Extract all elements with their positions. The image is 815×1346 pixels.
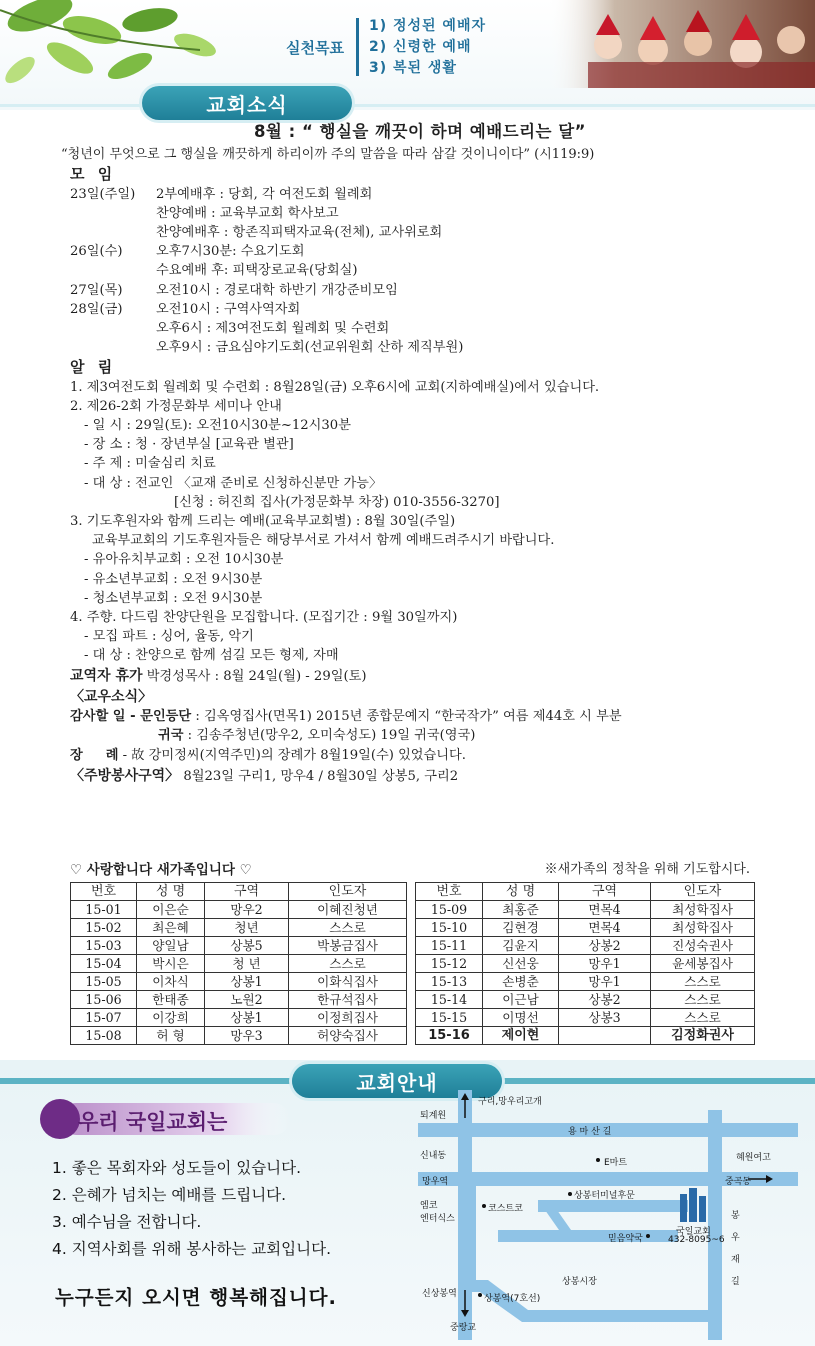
table-row [71, 973, 407, 991]
member-number: 15-01 [71, 901, 137, 919]
goal-title: 실천목표 [286, 38, 344, 57]
meeting-row: 27일(목) 오전10시 : 경로대학 하반기 개강준비모임 [70, 282, 398, 298]
member-guide: 스스로 [289, 955, 407, 973]
member-number: 15-06 [71, 991, 137, 1009]
member-number: 15-12 [416, 955, 483, 973]
map-label: 퇴계원 [420, 1111, 447, 1121]
table-row [416, 973, 755, 991]
member-district [559, 1027, 651, 1045]
meeting-row: 찬양예배후 : 항존직피택자교육(전체), 교사위로회 [156, 225, 443, 241]
table-row [71, 1027, 407, 1045]
map-label: 봉 [731, 1211, 740, 1221]
notices-heading: 알 림 [70, 358, 117, 377]
about-item: 2. 은혜가 넘치는 예배를 드립니다. [52, 1186, 287, 1204]
notice-item: 1. 제3여전도회 월례회 및 수련회 : 8월28일(금) 오후6시에 교회(지하예배실)에서 있습니다. [70, 379, 600, 395]
member-district: 상봉5 [205, 937, 289, 955]
notice-subitem: - 청소년부교회 : 오전 9시30분 [84, 590, 263, 606]
map-label: E마트 [604, 1158, 628, 1168]
member-guide: 진성숙권사 [651, 937, 755, 955]
member-name: 이강희 [137, 1009, 205, 1027]
month-theme-title: 8월 : “ 행실을 깨끗이 하며 예배드리는 달” [253, 122, 587, 141]
goal-item: 2) 신령한 예배 [368, 38, 472, 55]
thanks-label: 감사할 일 - 문인등단 [70, 709, 192, 725]
map-label: 코스트코 [488, 1204, 523, 1214]
notice-item: 2. 제26-2회 가정문화부 세미나 안내 [70, 398, 282, 414]
meeting-row: 26일(수) 오후7시30분: 수요기도회 [70, 244, 305, 260]
new-family-table-left [70, 882, 407, 1045]
map-label: 신상봉역 [422, 1289, 457, 1299]
map-label: 엔터식스 [420, 1214, 455, 1224]
map-label: 신내동 [420, 1151, 447, 1161]
map-label: 중랑교 [450, 1323, 477, 1333]
thanks-text: : 김옥영집사(면목1) 2015년 종합문예지 “한국작가” 여름 제44호 시 부분 [191, 709, 622, 725]
vacation-text: 박경성목사 : 8월 24일(월) - 29일(토) [142, 668, 367, 684]
member-guide: 한규석집사 [289, 991, 407, 1009]
return-label: 귀국 [158, 728, 184, 744]
column-header: 성 명 [483, 883, 559, 901]
meeting-row: 찬양예배 : 교육부교회 학사보고 [156, 205, 339, 221]
member-name: 이은순 [137, 901, 205, 919]
about-item: 4. 지역사회를 위해 봉사하는 교회입니다. [52, 1240, 331, 1258]
meetings-list [70, 185, 760, 358]
meeting-row: 28일(금) 오전10시 : 구역사역자회 [70, 301, 301, 317]
member-name: 신선웅 [483, 955, 559, 973]
return-line [70, 726, 760, 745]
member-district: 상봉3 [559, 1009, 651, 1027]
member-number: 15-11 [416, 937, 483, 955]
notice-subitem: - 대 상 : 찬양으로 함께 섬길 모든 형제, 자매 [84, 648, 339, 664]
goal-list [369, 16, 486, 79]
member-district: 면목4 [559, 919, 651, 937]
service-area-text: 8월23일 구리1, 망우4 / 8월30일 상봉5, 구리2 [179, 768, 459, 784]
table-row [71, 1009, 407, 1027]
table-header-row [71, 883, 407, 901]
member-guide: 최성학집사 [651, 901, 755, 919]
map-label: 국일교회 [676, 1227, 711, 1237]
member-name: 이명선 [483, 1009, 559, 1027]
member-number: 15-13 [416, 973, 483, 991]
about-list [52, 1155, 331, 1263]
goal-item: 3) 복된 생활 [368, 59, 457, 76]
table-row [416, 919, 755, 937]
member-district: 면목4 [559, 901, 651, 919]
map-label: 길 [731, 1277, 740, 1287]
column-header: 번호 [71, 883, 137, 901]
member-number: 15-09 [416, 901, 483, 919]
member-name: 이차식 [137, 973, 205, 991]
map-label: 구리,망우리고개 [478, 1097, 542, 1107]
funeral-label: 장 례 [70, 747, 119, 763]
vacation-label: 교역자 휴가 [70, 667, 143, 684]
goal-divider [356, 18, 359, 76]
member-number: 15-14 [416, 991, 483, 1009]
map-label: 432-8095~6 [668, 1235, 725, 1245]
notice-subitem: - 대 상 : 전교인 〈교재 준비로 신청하신분만 가능〉 [84, 475, 383, 491]
member-district: 노원2 [205, 991, 289, 1009]
column-header: 번호 [416, 883, 483, 901]
member-news-heading: 〈교우소식〉 [70, 688, 153, 705]
column-header: 구역 [205, 883, 289, 901]
member-number: 15-02 [71, 919, 137, 937]
member-number: 15-16 [416, 1027, 483, 1045]
column-header: 구역 [559, 883, 651, 901]
member-name: 손병춘 [483, 973, 559, 991]
guide-band-label: 교회안내 [292, 1064, 502, 1098]
member-guide: 박봉금집사 [289, 937, 407, 955]
member-guide: 최성학집사 [651, 919, 755, 937]
month-verse: “청년이 무엇으로 그 행실을 깨끗하게 하리이까 주의 말씀을 따라 삼갈 것이니이다” (시119:9) [61, 147, 595, 163]
member-guide: 스스로 [651, 1009, 755, 1027]
member-district: 망우1 [559, 973, 651, 991]
table-row [71, 901, 407, 919]
church-guide [0, 1060, 815, 1346]
table-row [416, 955, 755, 973]
map-label: 상봉시장 [562, 1277, 597, 1287]
meeting-row: 23일(주일) 2부예배후 : 당회, 각 여전도회 월례회 [70, 186, 373, 202]
notice-item: 3. 기도후원자와 함께 드리는 예배(교육부교회별) : 8월 30일(주일) [70, 514, 456, 530]
member-number: 15-15 [416, 1009, 483, 1027]
table-row [416, 937, 755, 955]
news-band-label: 교회소식 [142, 86, 352, 120]
member-district: 망우2 [205, 901, 289, 919]
member-name: 이근남 [483, 991, 559, 1009]
goal-item: 1) 정성된 예배자 [368, 17, 487, 34]
table-row [71, 991, 407, 1009]
map-label: 우 [731, 1233, 740, 1243]
map-label: 용 마 산 길 [568, 1127, 612, 1137]
location-map [418, 1090, 798, 1340]
map-label: 상봉터미널후문 [574, 1191, 635, 1201]
member-number: 15-04 [71, 955, 137, 973]
member-name: 허 형 [137, 1027, 205, 1045]
notice-subitem: - 유아유치부교회 : 오전 10시30분 [84, 552, 284, 568]
notice-subitem: - 일 시 : 29일(토): 오전10시30분~12시30분 [84, 418, 351, 434]
new-family-title: ♡ 사랑합니다 새가족입니다 ♡ [70, 862, 252, 878]
thanks-line [70, 707, 760, 726]
table-row [71, 937, 407, 955]
table-row [71, 919, 407, 937]
member-number: 15-10 [416, 919, 483, 937]
map-label: 중곡동 [725, 1177, 752, 1187]
notice-subtext: 교육부교회의 기도후원자들은 해당부서로 가셔서 함께 예배드려주시기 바랍니다. [92, 533, 555, 549]
service-area-label: 〈주방봉사구역〉 [70, 767, 180, 784]
member-district: 망우1 [559, 955, 651, 973]
member-number: 15-07 [71, 1009, 137, 1027]
return-text: : 김송주청년(망우2, 오미숙성도) 19일 귀국(영국) [183, 728, 476, 744]
member-district: 상봉2 [559, 937, 651, 955]
member-district: 망우3 [205, 1027, 289, 1045]
map-label: 믿음약국 [608, 1234, 643, 1244]
meetings-heading: 모 임 [70, 165, 117, 184]
notice-apply: [신청 : 허진희 집사(가정문화부 차장) 010-3556-3270] [174, 494, 500, 510]
member-name: 박시은 [137, 955, 205, 973]
funeral-line [70, 746, 760, 765]
map-label: 상봉역(7호선) [484, 1294, 541, 1304]
meeting-row: 오후9시 : 금요심야기도회(선교위원회 산하 제직부원) [156, 340, 464, 356]
member-name: 최은혜 [137, 919, 205, 937]
table-row [416, 991, 755, 1009]
map-label: 혜원여고 [736, 1153, 771, 1163]
new-family-table-right [415, 882, 755, 1045]
news-band [0, 82, 815, 126]
meeting-row: 오후6시 : 제3여전도회 월례회 및 수련회 [156, 321, 390, 337]
church-news [61, 122, 760, 786]
member-name: 김윤지 [483, 937, 559, 955]
member-number: 15-08 [71, 1027, 137, 1045]
column-header: 인도자 [651, 883, 755, 901]
member-name: 한태종 [137, 991, 205, 1009]
member-guide: 스스로 [651, 991, 755, 1009]
funeral-text: - 故 강미정씨(지역주민)의 장례가 8월19일(수) 있었습니다. [118, 747, 466, 763]
notice-item: 4. 주향. 다드림 찬양단원을 모집합니다. (모집기간 : 9월 30일까지) [70, 610, 458, 626]
new-family-note: ※새가족의 정착을 위해 기도합시다. [544, 862, 750, 877]
table-row [416, 901, 755, 919]
about-item: 1. 좋은 목회자와 성도들이 있습니다. [52, 1159, 302, 1177]
member-guide: 이혜진청년 [289, 901, 407, 919]
practice-goals [286, 12, 486, 82]
table-header-row [416, 883, 755, 901]
member-name: 최홍준 [483, 901, 559, 919]
member-name: 김현경 [483, 919, 559, 937]
member-district: 청 년 [205, 955, 289, 973]
service-area-line [70, 767, 760, 786]
member-district: 상봉2 [559, 991, 651, 1009]
member-guide: 이정희집사 [289, 1009, 407, 1027]
map-label: 엠코 [420, 1201, 438, 1211]
about-slogan: 누구든지 오시면 행복해집니다. [55, 1286, 337, 1309]
member-district: 상봉1 [205, 1009, 289, 1027]
member-guide: 이화식집사 [289, 973, 407, 991]
member-guide: 스스로 [651, 973, 755, 991]
column-header: 인도자 [289, 883, 407, 901]
about-title: 우리 국일교회는 [78, 1110, 228, 1134]
member-guide: 윤세봉집사 [651, 955, 755, 973]
member-district: 청년 [205, 919, 289, 937]
member-name: 제이현 [483, 1027, 559, 1045]
member-guide: 김정화권사 [651, 1027, 755, 1045]
member-district: 상봉1 [205, 973, 289, 991]
member-guide: 허양숙집사 [289, 1027, 407, 1045]
member-guide: 스스로 [289, 919, 407, 937]
table-row [416, 1027, 755, 1045]
member-number: 15-05 [71, 973, 137, 991]
table-row [416, 1009, 755, 1027]
meeting-row: 수요예배 후: 피택장로교육(당회실) [156, 263, 358, 279]
vacation-line [70, 667, 760, 686]
notice-subitem: - 주 제 : 미술심리 치료 [84, 456, 216, 472]
member-name: 양일남 [137, 937, 205, 955]
map-label: 재 [731, 1255, 740, 1265]
table-row [71, 955, 407, 973]
notice-subitem: - 장 소 : 청 · 장년부실 [교육관 별관] [84, 437, 294, 453]
column-header: 성 명 [137, 883, 205, 901]
map-label: 망우역 [422, 1177, 449, 1187]
notice-subitem: - 유소년부교회 : 오전 9시30분 [84, 571, 263, 587]
about-item: 3. 예수님을 전합니다. [52, 1213, 202, 1231]
member-number: 15-03 [71, 937, 137, 955]
notice-subitem: - 모집 파트 : 싱어, 율동, 악기 [84, 629, 254, 645]
choir-photo [548, 0, 815, 88]
